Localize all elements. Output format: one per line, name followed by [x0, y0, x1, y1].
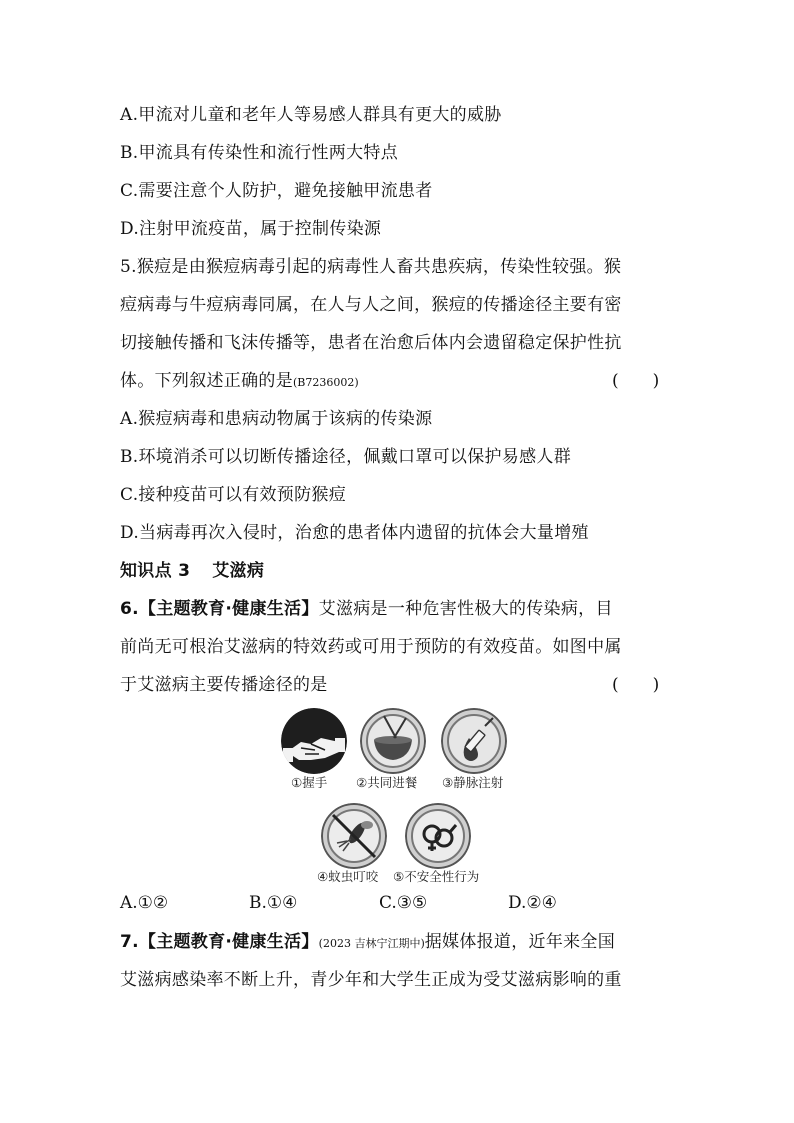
section-heading: [120, 563, 264, 580]
q6-number: 6.: [120, 599, 139, 619]
q4-option-c: C.需要注意个人防护，避免接触甲流患者: [120, 181, 433, 201]
q7-number: 7.: [120, 932, 139, 952]
q6-option-d: D.②④: [508, 893, 557, 913]
q5-stem-text: 体。下列叙述正确的是: [120, 371, 293, 391]
q5-stem-line-4: [120, 373, 359, 390]
q5-answer-paren: ( ): [612, 371, 660, 391]
q6-option-b: B.①④: [249, 893, 298, 913]
q4-option-d: D.注射甲流疫苗，属于控制传染源: [120, 219, 382, 239]
q6-stem-line-2: 前尚无可根治艾滋病的特效药或可用于预防的有效疫苗。如图中属: [120, 637, 622, 657]
q6-stem-line-1: [120, 601, 613, 618]
shared-meal-bowl-icon: [360, 708, 426, 774]
q5-stem-line-3: 切接触传播和飞沫传播等，患者在治愈后体内会遗留稳定保护性抗: [120, 333, 622, 353]
q7-stem-line-1: [120, 934, 615, 951]
section-label: 知识点 3: [120, 561, 191, 581]
q7-stem-text: 据媒体报道，近年来全国: [424, 932, 616, 952]
q7-source: (2023 吉林宁江期中): [318, 937, 425, 950]
q6-stem-text: 艾滋病是一种危害性极大的传染病，目: [318, 599, 613, 619]
caption-injection: ③静脉注射: [442, 775, 504, 790]
q5-option-a: A.猴痘病毒和患病动物属于该病的传染源: [120, 409, 433, 429]
q5-stem-line-2: 痘病毒与牛痘病毒同属，在人与人之间，猴痘的传播途径主要有密: [120, 295, 622, 315]
q6-option-c: C.③⑤: [379, 893, 428, 913]
q5-stem-line-1: 5.猴痘是由猴痘病毒引起的病毒性人畜共患疾病，传染性较强。猴: [120, 257, 622, 277]
q5-option-c: C.接种疫苗可以有效预防猴痘: [120, 485, 347, 505]
q5-option-d: D.当病毒再次入侵时，治愈的患者体内遗留的抗体会大量增殖: [120, 523, 589, 543]
q6-stem-line-3: 于艾滋病主要传播途径的是: [120, 675, 328, 695]
q7-stem-line-2: 艾滋病感染率不断上升，青少年和大学生正成为受艾滋病影响的重: [120, 970, 622, 990]
caption-shared-meal: ②共同进餐: [356, 775, 418, 790]
section-title: 艾滋病: [212, 561, 265, 581]
q7-topic-tag: 【主题教育·健康生活】: [138, 932, 319, 952]
q6-topic-tag: 【主题教育·健康生活】: [138, 599, 319, 619]
caption-mosquito-bite: ④蚊虫叮咬: [317, 869, 379, 884]
q4-option-a: A.甲流对儿童和老年人等易感人群具有更大的威胁: [120, 105, 502, 125]
q4-option-b: B.甲流具有传染性和流行性两大特点: [120, 143, 398, 163]
unsafe-sex-symbol-icon: [405, 803, 471, 869]
q5-question-code: (B7236002): [293, 376, 359, 389]
syringe-injection-icon: [441, 708, 507, 774]
caption-handshake: ①握手: [291, 775, 328, 790]
q6-option-a: A.①②: [120, 893, 169, 913]
q6-answer-paren: ( ): [612, 675, 660, 695]
caption-unsafe-sex: ⑤不安全性行为: [393, 869, 480, 884]
handshake-icon: [281, 708, 347, 774]
mosquito-bite-icon: [321, 803, 387, 869]
q5-option-b: B.环境消杀可以切断传播途径，佩戴口罩可以保护易感人群: [120, 447, 571, 467]
